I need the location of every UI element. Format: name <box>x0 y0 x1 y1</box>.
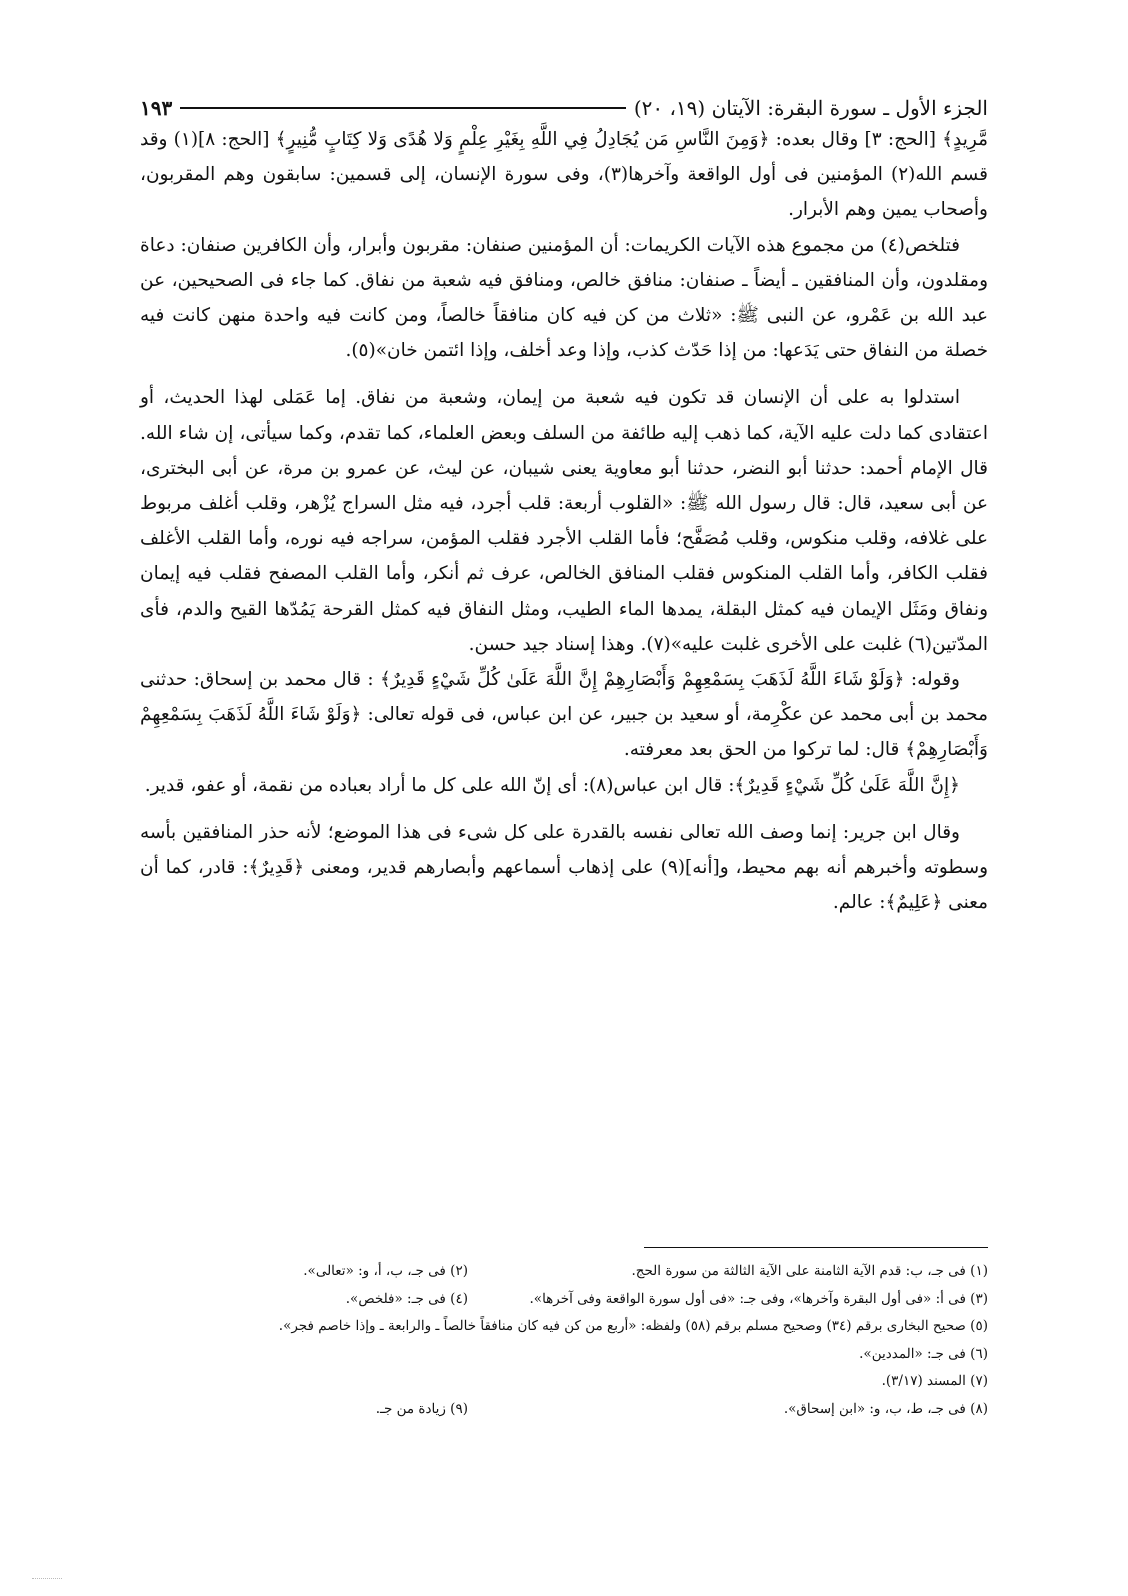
footnotes <box>140 1258 988 1424</box>
header-rule <box>180 107 626 109</box>
footnote-8: (٨) فى جـ، ط، ب، و: «ابن إسحاق». <box>783 1400 988 1417</box>
paragraph-4: وقوله: ﴿وَلَوْ شَاءَ اللَّهُ لَذَهَبَ بِسَمْعِهِمْ وَأَبْصَارِهِمْ إِنَّ اللَّهَ عَلَىٰ كُلِّ شَيْءٍ قَدِيرٌ﴾ : قال محمد بن إسحاق: حدثنى محمد بن أبى محمد عن عكْرِمة، أو سعيد بن جبير، عن ابن عباس، فى قوله تعالى: ﴿وَلَوْ شَاءَ اللَّهُ لَذَهَبَ بِسَمْعِهِمْ وَأَبْصَارِهِمْ﴾ قال: لما تركوا من الحق بعد معرفته. <box>140 669 988 761</box>
footnote-row <box>140 1258 988 1286</box>
running-header <box>140 94 988 122</box>
running-title: الجزء الأول ـ سورة البقرة: الآيتان (١٩، ٢٠) <box>633 96 988 120</box>
footnote-2: (٢) فى جـ، ب، أ، و: «تعالى». <box>303 1263 468 1279</box>
main-text <box>140 122 988 920</box>
footnote-row <box>140 1396 988 1424</box>
paragraph-6: وقال ابن جرير: إنما وصف الله تعالى نفسه بالقدرة على كل شىء فى هذا الموضع؛ لأنه حذر المنافقين بأسه وسطوته وأخبرهم أنه بهم محيط، و[أنه](٩) على إذهاب أسماعهم وأبصارهم قدير، ومعنى ﴿قَدِيرٌ﴾: قادر، كما أن معنى ﴿عَلِيمٌ﴾: عالم. <box>140 821 988 914</box>
paragraph-1: مَّرِيدٍ﴾ [الحج: ٣] وقال بعده: ﴿وَمِنَ النَّاسِ مَن يُجَادِلُ فِي اللَّهِ بِغَيْرِ عِلْمٍ وَلا هُدًى وَلا كِتَابٍ مُّنِيرٍ﴾ [الحج: ٨](١) وقد قسم الله(٢) المؤمنين فى أول الواقعة وآخرها(٣)، وفى سورة الإنسان، إلى قسمين: سابقون وهم المقربون، وأصحاب يمين وهم الأبرار. <box>140 129 989 221</box>
footnote-5: (٥) صحيح البخارى برقم (٣٤) وصحيح مسلم برقم (٥٨) ولفظه: «أربع من كن فيه كان منافقاً خالصاً ـ والرابعة ـ وإذا خاصم فجر». <box>278 1318 988 1335</box>
footnote-rule <box>644 1247 988 1248</box>
scan-specks <box>32 1578 62 1579</box>
footnote-row <box>140 1286 988 1314</box>
paragraph-5: ﴿إِنَّ اللَّهَ عَلَىٰ كُلِّ شَيْءٍ قَدِيرٌ﴾: قال ابن عباس(٨): أى إنّ الله على كل ما أراد بعباده من نقمة، أو عفو، قدير. <box>144 774 960 796</box>
footnote-9: (٩) زيادة من جـ. <box>375 1400 468 1417</box>
footnote-4: (٤) فى جـ: «فلخص». <box>345 1290 468 1307</box>
paragraph-2: فتلخص(٤) من مجموع هذه الآيات الكريمات: أن المؤمنين صنفان: مقربون وأبرار، وأن الكافرين صنفان: دعاة ومقلدون، وأن المنافقين ـ أيضاً ـ صنفان: منافق خالص، ومنافق فيه شعبة من نفاق. كما جاء فى الصحيحين، عن عبد الله بن عَمْرو، عن النبى ﷺ: «ثلاث من كن فيه كان منافقاً خالصاً، ومن كانت فيه واحدة منهن كانت فيه خصلة من النفاق حتى يَدَعها: من إذا حَدّث كذب، وإذا وعد أخلف، وإذا ائتمن خان»(٥). <box>140 234 988 362</box>
footnote-1: (١) فى جـ، ب: قدم الآية الثامنة على الآية الثالثة من سورة الحج. <box>631 1263 988 1279</box>
footnote-3: (٣) فى أ: «فى أول البقرة وآخرها»، وفى جـ: «فى أول سورة الواقعة وفى آخرها». <box>529 1290 988 1307</box>
footnote-7: (٧) المسند (٣/١٧). <box>881 1373 988 1390</box>
page-number: ١٩٣ <box>140 96 173 120</box>
paragraph-3: استدلوا به على أن الإنسان قد تكون فيه شعبة من إيمان، وشعبة من نفاق. إما عَمَلى لهذا الحديث، أو اعتقادى كما دلت عليه الآية، كما ذهب إليه طائفة من السلف وبعض العلماء، كما تقدم، وكما سيأتى، إن شاء الله. قال الإمام أحمد: حدثنا أبو النضر، حدثنا أبو معاوية يعنى شيبان، عن ليث، عن عمرو بن مرة، عن أبى البخترى، عن أبى سعيد، قال: قال رسول الله ﷺ: «القلوب أربعة: قلب أجرد، فيه مثل السراج يُزْهر، وقلب أغلف مربوط على غلافه، وقلب منكوس، وقلب مُصَفَّح؛ فأما القلب الأجرد فقلب المؤمن، سراجه فيه نوره، وأما القلب الأغلف فقلب الكافر، وأما القلب المنكوس فقلب المنافق الخالص، عرف ثم أنكر، وأما القلب المصفح فقلب فيه إيمان ونفاق ومَثَل الإيمان فيه كمثل البقلة، يمدها الماء الطيب، ومثل النفاق فيه كمثل القرحة يَمُدّها القيح والدم، فأى المدّتين(٦) غلبت على الأخرى غلبت عليه»(٧). وهذا إسناد جيد حسن. <box>140 387 988 655</box>
footnote-6: (٦) فى جـ: «المددين». <box>859 1345 988 1362</box>
